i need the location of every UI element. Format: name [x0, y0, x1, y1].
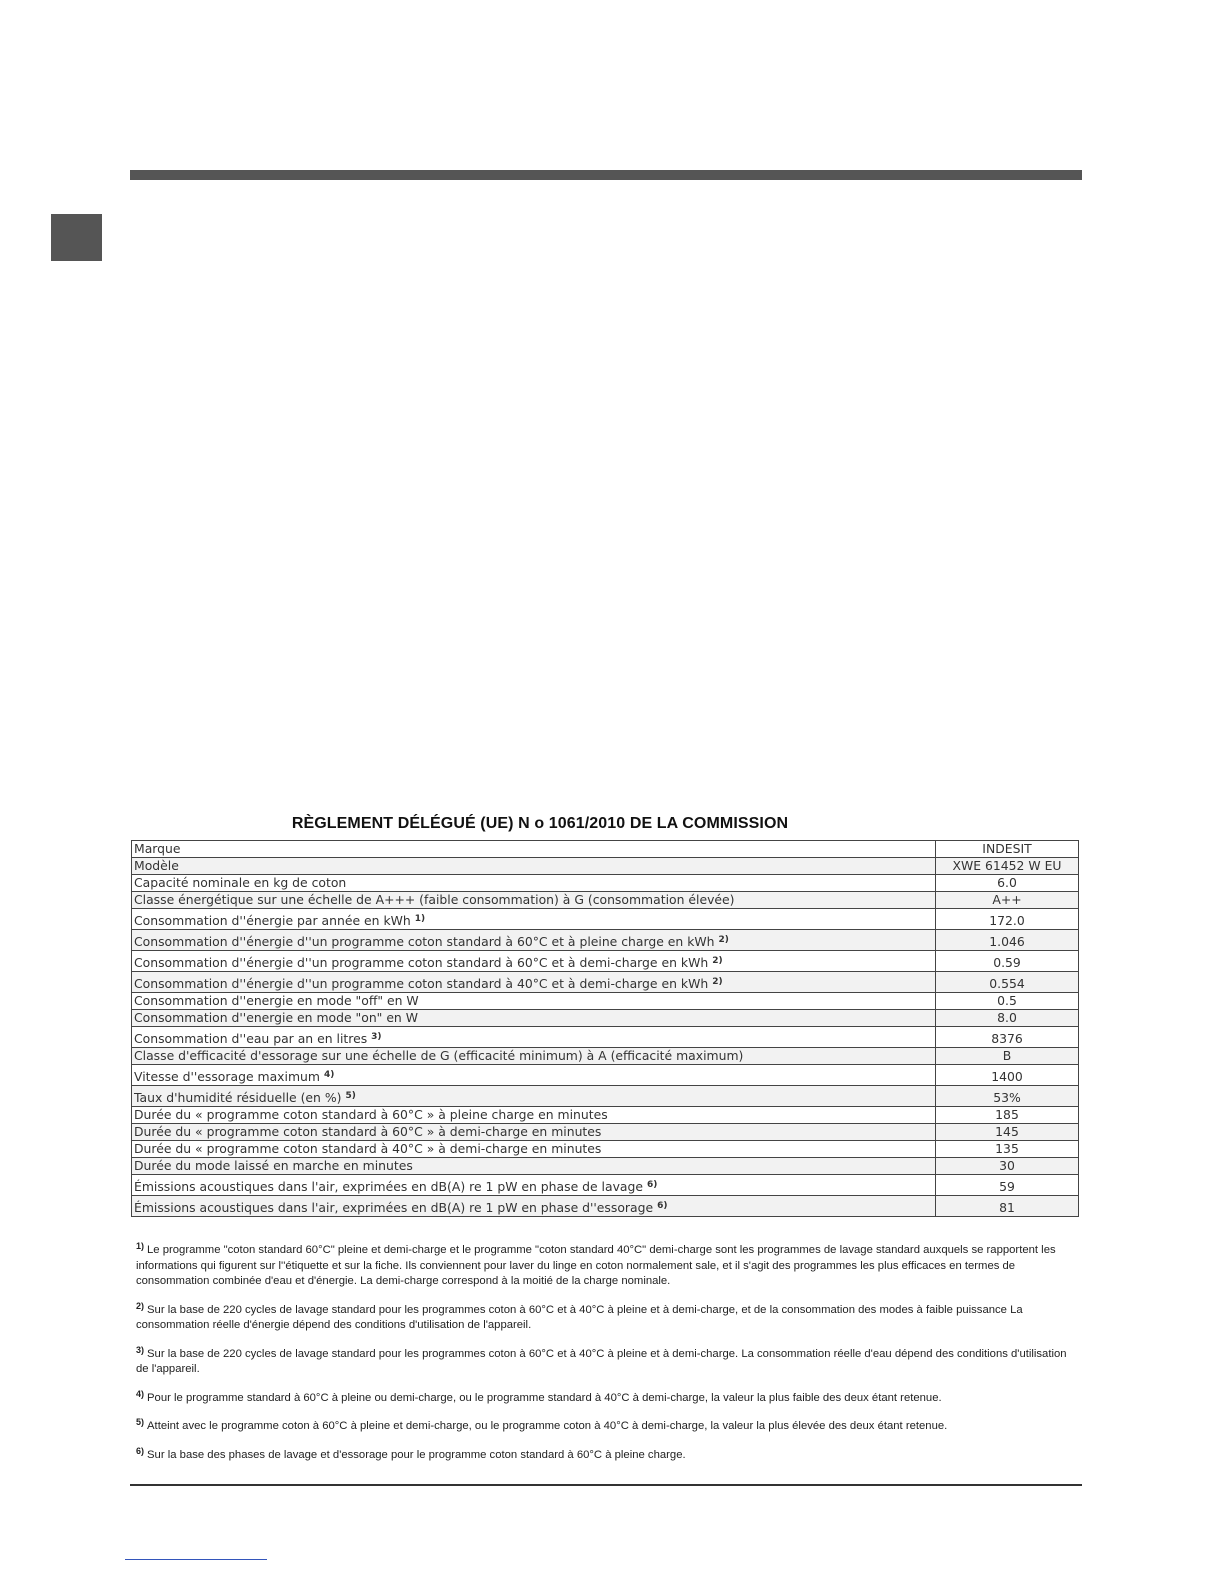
footnote-number: 1) — [136, 1241, 145, 1251]
table-row — [132, 930, 1079, 951]
row-value: 185 — [936, 1107, 1079, 1124]
row-label — [132, 1027, 936, 1048]
footnote — [136, 1243, 1076, 1290]
row-value: B — [936, 1048, 1079, 1065]
table-row — [132, 892, 1079, 909]
footnote-number: 3) — [136, 1344, 145, 1355]
row-label — [132, 1107, 936, 1124]
footnote-ref: 2) — [712, 956, 723, 966]
language-tab-marker — [51, 214, 102, 261]
row-label — [132, 951, 936, 972]
table-row — [132, 1010, 1079, 1027]
footnotes — [136, 1243, 1076, 1476]
footnote-text: Le programme "coton standard 60°C" pleine et demi-charge et le programme "coton standard 40°C" demi-charge sont les programmes de lavage standard auxquels se rapportent les informations qui figurent sur l''étiquette et sur la fiche. Ils conviennent pour laver du linge en coton normalement sale, et il s'agit des programmes les plus efficaces en termes de consommation combinée d'eau et d'énergie. La demi-charge correspond à la moitié de la charge nominale. — [136, 1244, 1056, 1287]
row-value: 145 — [936, 1124, 1079, 1141]
footnote — [136, 1445, 1076, 1464]
row-label — [132, 1048, 936, 1065]
row-label — [132, 1010, 936, 1027]
row-value: 81 — [936, 1196, 1079, 1217]
row-label-text: Vitesse d''essorage maximum — [134, 1069, 320, 1084]
row-label — [132, 1141, 936, 1158]
footnote-ref: 6) — [647, 1180, 658, 1190]
row-value: 59 — [936, 1175, 1079, 1196]
row-label-text: Durée du « programme coton standard à 60°C » à pleine charge en minutes — [134, 1107, 608, 1122]
table-row — [132, 1175, 1079, 1196]
table-row — [132, 1027, 1079, 1048]
row-label-text: Consommation d''énergie d''un programme coton standard à 60°C et à pleine charge en kWh — [134, 934, 715, 949]
row-label — [132, 1124, 936, 1141]
footnote-text: Sur la base de 220 cycles de lavage standard pour les programmes coton à 60°C et à 40°C à pleine et à demi-charge. La consommation réelle d'eau dépend des conditions d'utilisation de l'appareil. — [136, 1347, 1067, 1375]
footnote-text: Atteint avec le programme coton à 60°C à pleine et demi-charge, ou le programme coton à 40°C à demi-charge, la valeur la plus élevée des deux étant retenue. — [147, 1420, 948, 1432]
footnote-ref: 2) — [718, 935, 729, 945]
footer-rule — [130, 1484, 1082, 1486]
row-label-text: Consommation d''énergie d''un programme coton standard à 40°C et à demi-charge en kWh — [134, 976, 709, 991]
row-value: 1400 — [936, 1065, 1079, 1086]
table-row — [132, 1048, 1079, 1065]
row-label-text: Consommation d''énergie d''un programme coton standard à 60°C et à demi-charge en kWh — [134, 955, 709, 970]
row-value: 0.5 — [936, 993, 1079, 1010]
row-label-text: Durée du mode laissé en marche en minutes — [134, 1158, 413, 1173]
footnote-text: Sur la base des phases de lavage et d'essorage pour le programme coton standard à 60°C à pleine charge. — [147, 1448, 686, 1461]
row-value: 172.0 — [936, 909, 1079, 930]
header-rule — [130, 170, 1082, 180]
row-label — [132, 875, 936, 892]
row-label — [132, 858, 936, 875]
row-label — [132, 1065, 936, 1086]
row-value: XWE 61452 W EU — [936, 858, 1079, 875]
row-value: 8.0 — [936, 1010, 1079, 1027]
footer-link-underline — [125, 1559, 267, 1560]
product-fiche-table — [131, 840, 1079, 1217]
footnote-number: 5) — [136, 1417, 145, 1427]
footnote-text: Sur la base de 220 cycles de lavage standard pour les programmes coton à 60°C et à 40°C à pleine et à demi-charge, et de la consommation des modes à faible puissance La consommation réelle d'énergie dépend des conditions d'utilisation de l'appareil. — [136, 1303, 1023, 1331]
row-label — [132, 1158, 936, 1175]
row-label-text: Taux d'humidité résiduelle (en %) — [134, 1090, 342, 1105]
row-label-text: Émissions acoustiques dans l'air, exprimées en dB(A) re 1 pW en phase d''essorage — [134, 1200, 654, 1215]
row-value: 0.554 — [936, 972, 1079, 993]
row-value: A++ — [936, 892, 1079, 909]
footnote-ref: 2) — [712, 977, 723, 987]
row-label — [132, 909, 936, 930]
table-row — [132, 841, 1079, 858]
row-label-text: Durée du « programme coton standard à 40°C » à demi-charge en minutes — [134, 1141, 602, 1156]
footnote — [136, 1344, 1076, 1378]
row-label — [132, 993, 936, 1010]
row-value: 0.59 — [936, 951, 1079, 972]
row-label-text: Classe énergétique sur une échelle de A+++ (faible consommation) à G (consommation élevée) — [134, 892, 735, 907]
row-label-text: Capacité nominale en kg de coton — [134, 875, 347, 890]
row-value: 8376 — [936, 1027, 1079, 1048]
row-label-text: Consommation d''energie en mode "on" en W — [134, 1010, 418, 1025]
footnote-number: 4) — [136, 1388, 145, 1399]
footnote-number: 6) — [136, 1445, 145, 1456]
table-row — [132, 1086, 1079, 1107]
table-row — [132, 875, 1079, 892]
row-label-text: Émissions acoustiques dans l'air, exprimées en dB(A) re 1 pW en phase de lavage — [134, 1179, 644, 1194]
footnote-ref: 6) — [657, 1201, 668, 1211]
table-row — [132, 909, 1079, 930]
row-value: 30 — [936, 1158, 1079, 1175]
regulation-title: RÈGLEMENT DÉLÉGUÉ (UE) N o 1061/2010 DE LA COMMISSION — [291, 815, 789, 832]
row-label — [132, 972, 936, 993]
footnote-ref: 4) — [323, 1070, 335, 1080]
footnote-ref: 1) — [414, 914, 426, 924]
footnote-ref: 5) — [345, 1091, 356, 1101]
row-value: 135 — [936, 1141, 1079, 1158]
footnote-ref: 3) — [371, 1032, 382, 1042]
row-label — [132, 1175, 936, 1196]
row-label — [132, 1196, 936, 1217]
footnote — [136, 1388, 1076, 1407]
row-label-text: Modèle — [134, 858, 179, 873]
row-label-text: Classe d'efficacité d'essorage sur une échelle de G (efficacité minimum) à A (efficacité maximum) — [134, 1048, 744, 1063]
row-label — [132, 892, 936, 909]
row-value: INDESIT — [936, 841, 1079, 858]
table-row — [132, 1196, 1079, 1217]
row-label-text: Consommation d''eau par an en litres — [134, 1031, 368, 1046]
table-row — [132, 951, 1079, 972]
row-label-text: Consommation d''energie en mode "off" en W — [134, 993, 419, 1008]
row-label — [132, 930, 936, 951]
footnote-number: 2) — [136, 1300, 145, 1311]
table-row — [132, 858, 1079, 875]
table-row — [132, 972, 1079, 993]
table-row — [132, 993, 1079, 1010]
footnote-text: Pour le programme standard à 60°C à pleine ou demi-charge, ou le programme standard à 40°C à demi-charge, la valeur la plus faible des deux étant retenue. — [147, 1391, 942, 1404]
footnote — [136, 1419, 1076, 1435]
row-label-text: Durée du « programme coton standard à 60°C » à demi-charge en minutes — [134, 1124, 602, 1139]
footnote — [136, 1300, 1076, 1334]
row-label — [132, 1086, 936, 1107]
row-value: 1.046 — [936, 930, 1079, 951]
row-label-text: Marque — [134, 841, 181, 856]
row-label — [132, 841, 936, 858]
row-value: 53% — [936, 1086, 1079, 1107]
table-row — [132, 1065, 1079, 1086]
table-row — [132, 1107, 1079, 1124]
table-row — [132, 1141, 1079, 1158]
table-row — [132, 1124, 1079, 1141]
row-value: 6.0 — [936, 875, 1079, 892]
row-label-text: Consommation d''énergie par année en kWh — [134, 913, 411, 928]
table-row — [132, 1158, 1079, 1175]
